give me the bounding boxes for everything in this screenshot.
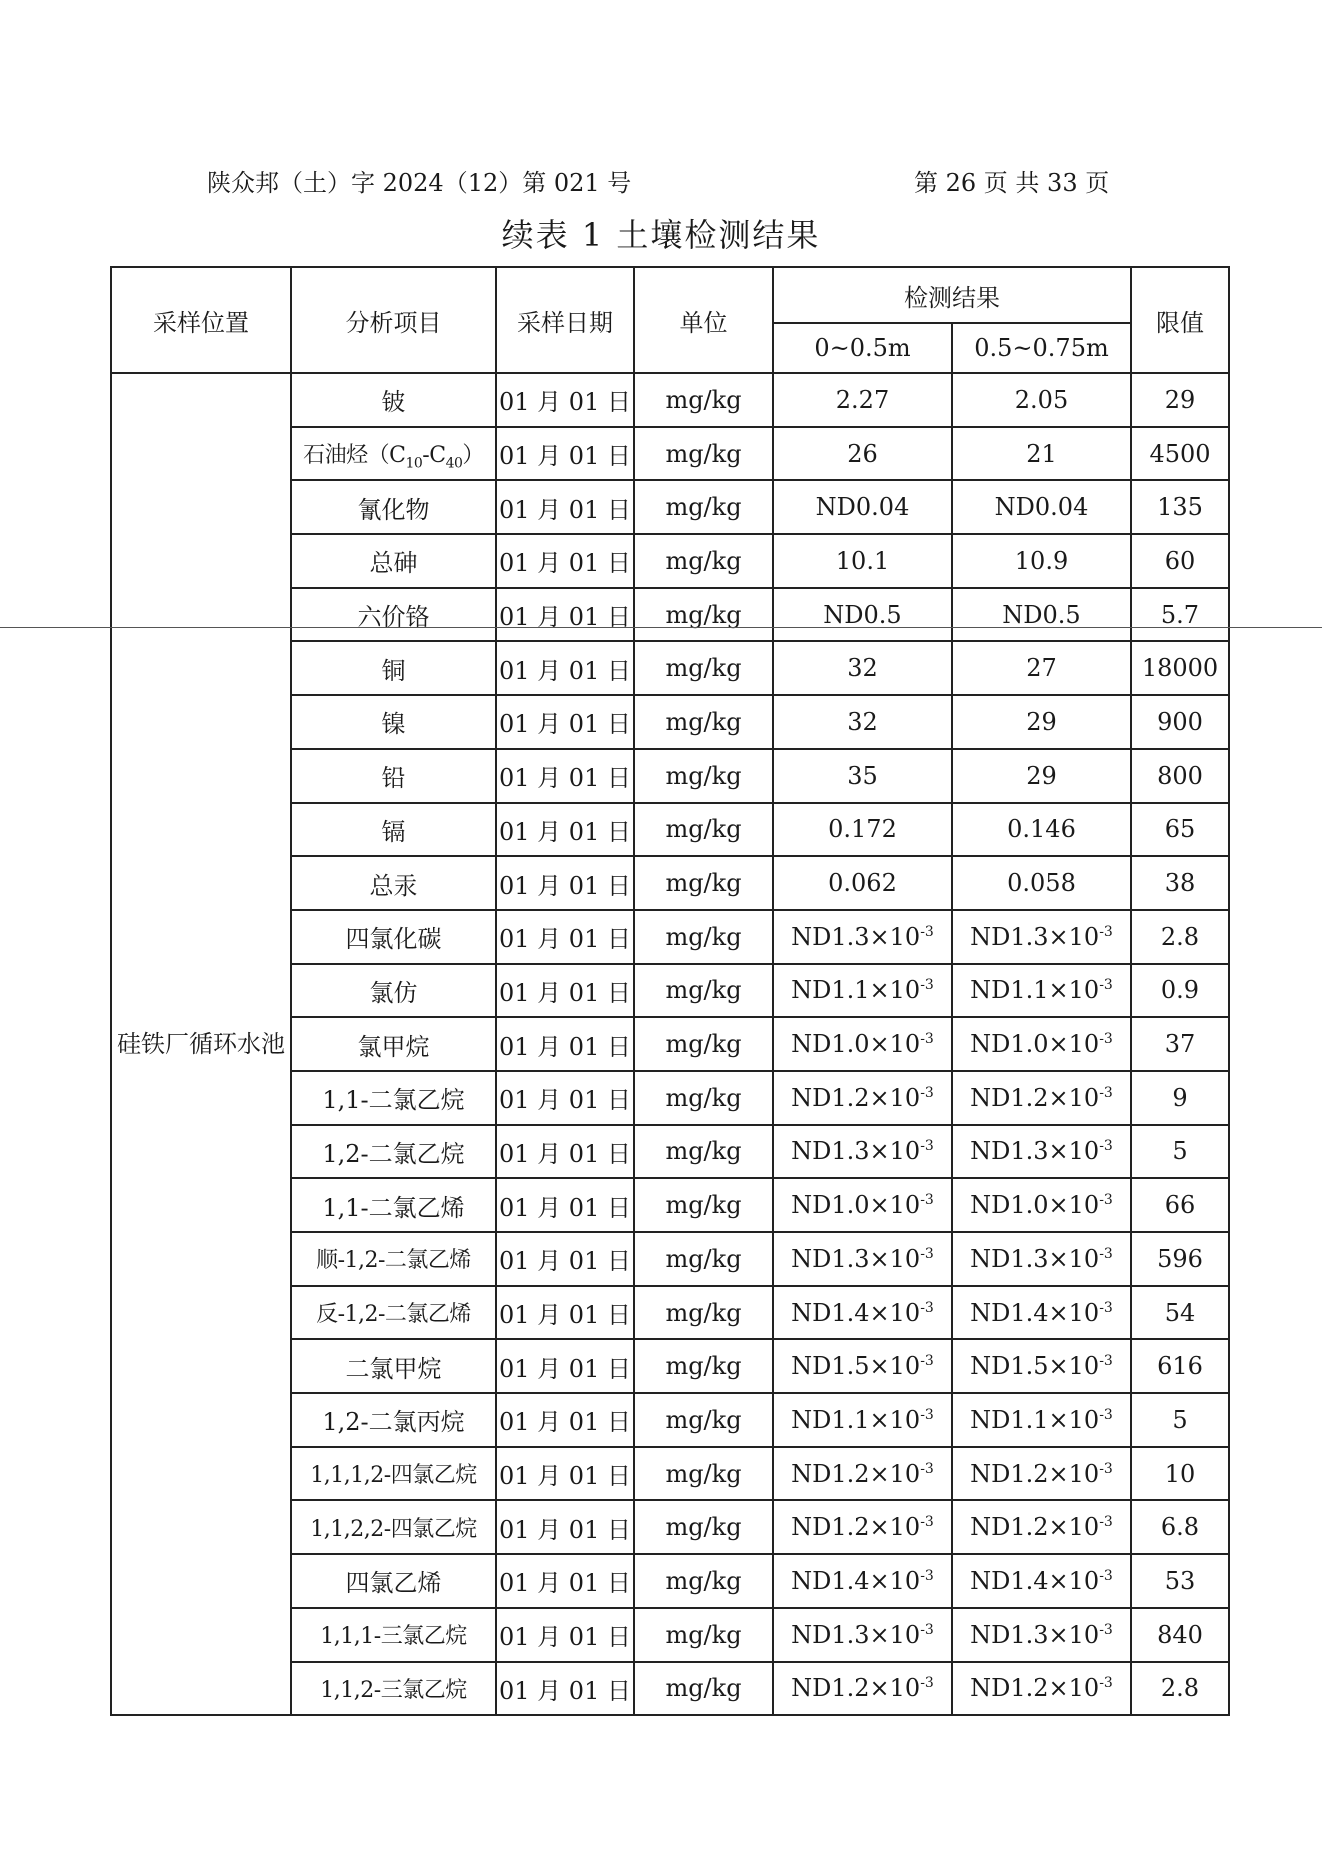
sampling-date: 01 月 01 日 [496,803,634,857]
table-title: 续表 1 土壤检测结果 [501,216,821,254]
result-0-0.5m: $ND1.3\times 10^{-3}$ [773,1125,952,1179]
unit: mg/kg [634,1662,773,1716]
sampling-date: 01 月 01 日 [496,480,634,534]
result-0.5-0.75m: $ND1.2\times 10^{-3}$ [952,1071,1131,1125]
unit: mg/kg [634,856,773,910]
analysis-item: 石油烃$(C_{10}-C_{40})$ [291,427,496,481]
sampling-date: 01 月 01 日 [496,1339,634,1393]
analysis-item: 顺-1,2-二氯乙烯 [291,1232,496,1286]
unit: mg/kg [634,1608,773,1662]
header-result: 检测结果 [773,267,1131,323]
result-0-0.5m: $ND1.1\times 10^{-3}$ [773,1393,952,1447]
analysis-item: 总汞 [291,856,496,910]
limit-value: 18000 [1131,641,1229,695]
unit: mg/kg [634,695,773,749]
sampling-date: 01 月 01 日 [496,1017,634,1071]
analysis-item: 铅 [291,749,496,803]
limit-value: 0.9 [1131,964,1229,1018]
result-0.5-0.75m: 27 [952,641,1131,695]
document-number: 陕众邦（土）字 2024（12）第 021 号 [207,169,632,197]
unit: mg/kg [634,803,773,857]
result-0.5-0.75m: $ND1.3\times 10^{-3}$ [952,1125,1131,1179]
limit-value: 66 [1131,1178,1229,1232]
unit: mg/kg [634,1339,773,1393]
result-0-0.5m: $ND1.2\times 10^{-3}$ [773,1447,952,1501]
result-0-0.5m: $ND1.3\times 10^{-3}$ [773,1608,952,1662]
result-0-0.5m: 2.27 [773,373,952,427]
header-depth-1: 0~0.5m [773,323,952,373]
result-0.5-0.75m: 21 [952,427,1131,481]
result-0-0.5m: $ND1.2\times 10^{-3}$ [773,1662,952,1716]
limit-value: 60 [1131,534,1229,588]
analysis-item: 1,1-二氯乙烷 [291,1071,496,1125]
result-0.5-0.75m: $ND1.3\times 10^{-3}$ [952,910,1131,964]
analysis-item: 四氯化碳 [291,910,496,964]
unit: mg/kg [634,1393,773,1447]
unit: mg/kg [634,1286,773,1340]
limit-value: 2.8 [1131,1662,1229,1716]
sampling-date: 01 月 01 日 [496,641,634,695]
sampling-date: 01 月 01 日 [496,749,634,803]
result-0-0.5m: $ND1.2\times 10^{-3}$ [773,1071,952,1125]
unit: mg/kg [634,1447,773,1501]
sampling-date: 01 月 01 日 [496,856,634,910]
result-0-0.5m: $ND1.3\times 10^{-3}$ [773,1232,952,1286]
header-item: 分析项目 [291,267,496,373]
result-0-0.5m: 10.1 [773,534,952,588]
unit: mg/kg [634,964,773,1018]
sampling-date: 01 月 01 日 [496,1178,634,1232]
analysis-item: 四氯乙烯 [291,1554,496,1608]
result-0-0.5m: 0.172 [773,803,952,857]
limit-value: 29 [1131,373,1229,427]
limit-value: 53 [1131,1554,1229,1608]
sampling-date: 01 月 01 日 [496,1608,634,1662]
sampling-location: 硅铁厂循环水池 [111,373,291,1715]
result-0.5-0.75m: $ND1.2\times 10^{-3}$ [952,1662,1131,1716]
header-depth-2: 0.5~0.75m [952,323,1131,373]
result-0.5-0.75m: 29 [952,749,1131,803]
analysis-item: 1,1,2-三氯乙烷 [291,1662,496,1716]
table-row [111,373,1229,427]
analysis-item: 氰化物 [291,480,496,534]
limit-value: 38 [1131,856,1229,910]
result-0.5-0.75m: $ND1.0\times 10^{-3}$ [952,1017,1131,1071]
page-info: 第 26 页 共 33 页 [914,169,1110,197]
sampling-date: 01 月 01 日 [496,695,634,749]
result-0.5-0.75m: ND0.5 [952,588,1131,642]
result-0.5-0.75m: $ND1.3\times 10^{-3}$ [952,1232,1131,1286]
analysis-item: 六价铬 [291,588,496,642]
result-0.5-0.75m: 29 [952,695,1131,749]
limit-value: 596 [1131,1232,1229,1286]
unit: mg/kg [634,1071,773,1125]
result-0.5-0.75m: $ND1.5\times 10^{-3}$ [952,1339,1131,1393]
unit: mg/kg [634,1554,773,1608]
result-0-0.5m: $ND1.0\times 10^{-3}$ [773,1017,952,1071]
sampling-date: 01 月 01 日 [496,1554,634,1608]
result-0-0.5m: 32 [773,695,952,749]
limit-value: 616 [1131,1339,1229,1393]
result-0.5-0.75m: $ND1.4\times 10^{-3}$ [952,1286,1131,1340]
result-0-0.5m: $ND1.4\times 10^{-3}$ [773,1554,952,1608]
unit: mg/kg [634,427,773,481]
result-0.5-0.75m: 10.9 [952,534,1131,588]
analysis-item: 总砷 [291,534,496,588]
result-0.5-0.75m: 0.058 [952,856,1131,910]
result-0-0.5m: $ND1.0\times 10^{-3}$ [773,1178,952,1232]
sampling-date: 01 月 01 日 [496,588,634,642]
header-date: 采样日期 [496,267,634,373]
limit-value: 135 [1131,480,1229,534]
limit-value: 4500 [1131,427,1229,481]
limit-value: 5 [1131,1393,1229,1447]
limit-value: 65 [1131,803,1229,857]
header-location: 采样位置 [111,267,291,373]
limit-value: 54 [1131,1286,1229,1340]
unit: mg/kg [634,373,773,427]
result-0.5-0.75m: $ND1.1\times 10^{-3}$ [952,964,1131,1018]
result-0-0.5m: 35 [773,749,952,803]
analysis-item: 1,2-二氯丙烷 [291,1393,496,1447]
limit-value: 5 [1131,1125,1229,1179]
sampling-date: 01 月 01 日 [496,910,634,964]
analysis-item: 1,1-二氯乙烯 [291,1178,496,1232]
sampling-date: 01 月 01 日 [496,1286,634,1340]
result-0-0.5m: 26 [773,427,952,481]
sampling-date: 01 月 01 日 [496,427,634,481]
sampling-date: 01 月 01 日 [496,964,634,1018]
limit-value: 900 [1131,695,1229,749]
analysis-item: 反-1,2-二氯乙烯 [291,1286,496,1340]
result-0.5-0.75m: $ND1.3\times 10^{-3}$ [952,1608,1131,1662]
sampling-date: 01 月 01 日 [496,534,634,588]
analysis-item: 氯甲烷 [291,1017,496,1071]
analysis-item: 铍 [291,373,496,427]
result-0.5-0.75m: $ND1.1\times 10^{-3}$ [952,1393,1131,1447]
analysis-item: 1,1,1-三氯乙烷 [291,1608,496,1662]
limit-value: 6.8 [1131,1500,1229,1554]
limit-value: 2.8 [1131,910,1229,964]
unit: mg/kg [634,1017,773,1071]
unit: mg/kg [634,588,773,642]
sampling-date: 01 月 01 日 [496,373,634,427]
analysis-item: 氯仿 [291,964,496,1018]
unit: mg/kg [634,1500,773,1554]
unit: mg/kg [634,1232,773,1286]
unit: mg/kg [634,1178,773,1232]
sampling-date: 01 月 01 日 [496,1500,634,1554]
result-0-0.5m: $ND1.2\times 10^{-3}$ [773,1500,952,1554]
scan-fold-line [0,627,1322,628]
result-0.5-0.75m: 2.05 [952,373,1131,427]
analysis-item: 1,2-二氯乙烷 [291,1125,496,1179]
unit: mg/kg [634,910,773,964]
unit: mg/kg [634,1125,773,1179]
result-0-0.5m: $ND1.5\times 10^{-3}$ [773,1339,952,1393]
result-0.5-0.75m: $ND1.4\times 10^{-3}$ [952,1554,1131,1608]
result-0-0.5m: 0.062 [773,856,952,910]
limit-value: 840 [1131,1608,1229,1662]
limit-value: 10 [1131,1447,1229,1501]
analysis-item: 二氯甲烷 [291,1339,496,1393]
result-0-0.5m: 32 [773,641,952,695]
result-0-0.5m: ND0.04 [773,480,952,534]
result-0-0.5m: $ND1.3\times 10^{-3}$ [773,910,952,964]
result-0-0.5m: $ND1.1\times 10^{-3}$ [773,964,952,1018]
analysis-item: 1,1,2,2-四氯乙烷 [291,1500,496,1554]
result-0-0.5m: $ND1.4\times 10^{-3}$ [773,1286,952,1340]
result-0.5-0.75m: 0.146 [952,803,1131,857]
soil-results-table [110,266,1230,1716]
sampling-date: 01 月 01 日 [496,1662,634,1716]
header-unit: 单位 [634,267,773,373]
limit-value: 800 [1131,749,1229,803]
header-limit: 限值 [1131,267,1229,373]
result-0.5-0.75m: $ND1.2\times 10^{-3}$ [952,1500,1131,1554]
sampling-date: 01 月 01 日 [496,1071,634,1125]
analysis-item: 镉 [291,803,496,857]
sampling-date: 01 月 01 日 [496,1232,634,1286]
unit: mg/kg [634,480,773,534]
unit: mg/kg [634,641,773,695]
sampling-date: 01 月 01 日 [496,1393,634,1447]
limit-value: 9 [1131,1071,1229,1125]
limit-value: 37 [1131,1017,1229,1071]
analysis-item: 1,1,1,2-四氯乙烷 [291,1447,496,1501]
result-0.5-0.75m: $ND1.2\times 10^{-3}$ [952,1447,1131,1501]
result-0.5-0.75m: ND0.04 [952,480,1131,534]
result-0-0.5m: ND0.5 [773,588,952,642]
analysis-item: 镍 [291,695,496,749]
limit-value: 5.7 [1131,588,1229,642]
sampling-date: 01 月 01 日 [496,1125,634,1179]
analysis-item: 铜 [291,641,496,695]
unit: mg/kg [634,749,773,803]
sampling-date: 01 月 01 日 [496,1447,634,1501]
result-0.5-0.75m: $ND1.0\times 10^{-3}$ [952,1178,1131,1232]
unit: mg/kg [634,534,773,588]
